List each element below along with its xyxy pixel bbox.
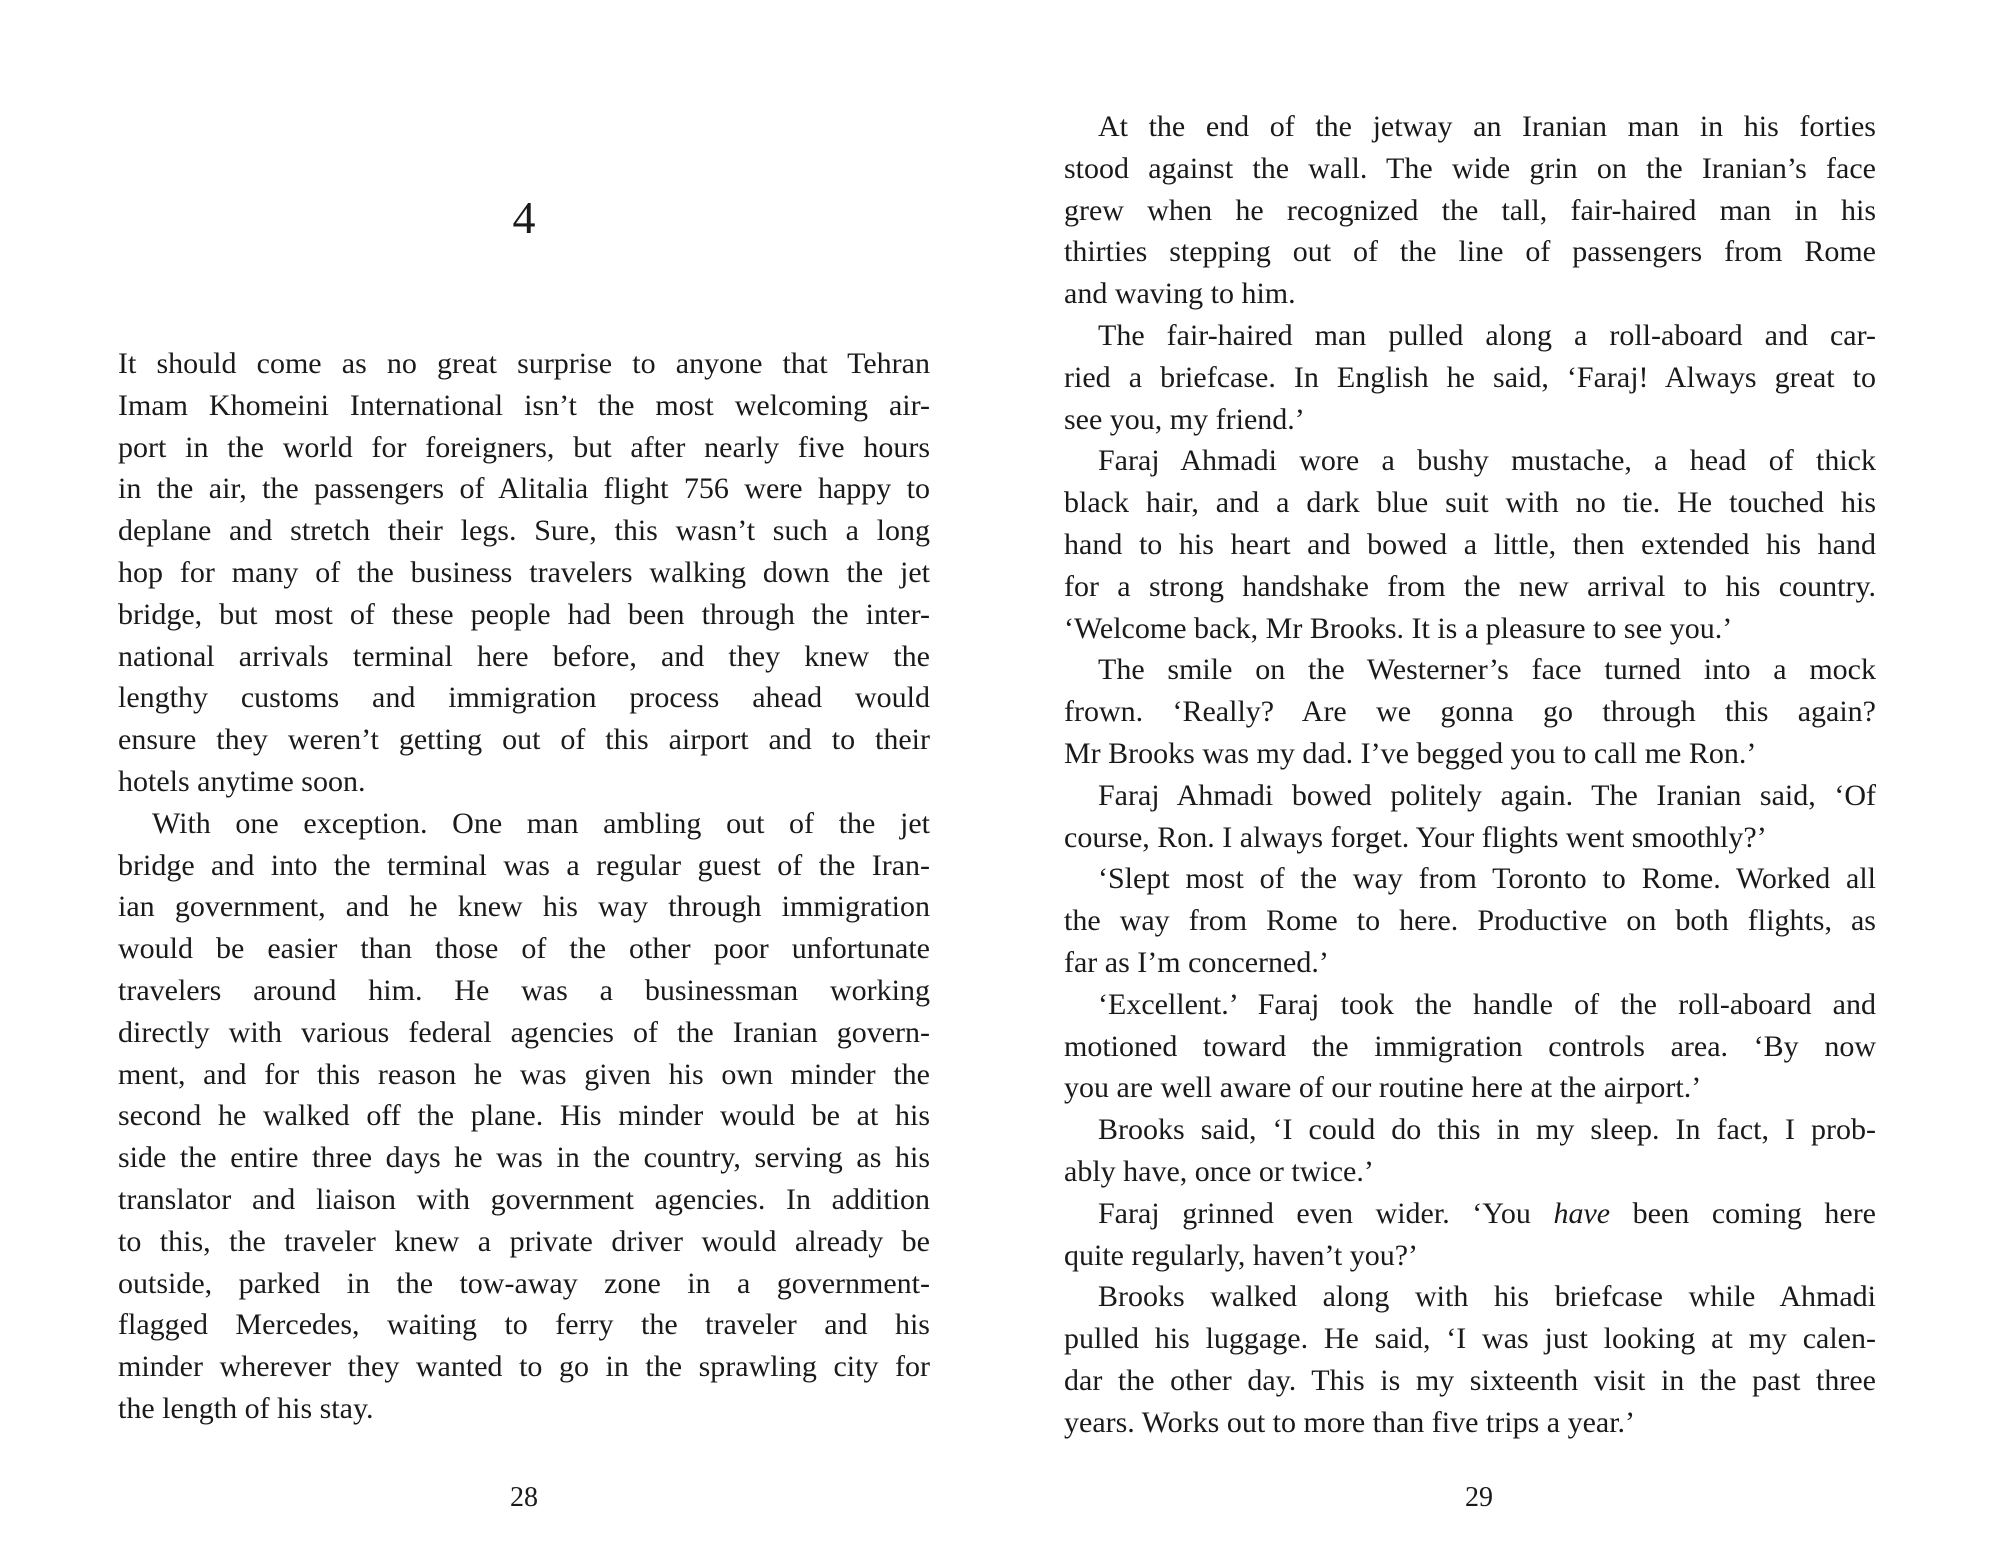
text-line: ‘Excellent.’ Faraj took the handle of the roll-aboard and	[1098, 987, 1876, 1021]
text-line: Brooks walked along with his briefcase while Ahmadi	[1098, 1280, 1876, 1314]
text-line: ment, and for this reason he was given his own minder the	[118, 1057, 930, 1091]
text-line: flagged Mercedes, waiting to ferry the traveler and his	[118, 1308, 930, 1342]
text-line: Imam Khomeini International isn’t the most welcoming air-	[118, 388, 930, 422]
text-line: At the end of the jetway an Iranian man in his forties	[1098, 110, 1876, 143]
text-line: see you, my friend.’	[1064, 402, 1305, 436]
text-line: national arrivals terminal here before, and they knew the	[118, 639, 930, 673]
text-line: ‘Welcome back, Mr Brooks. It is a pleasure to see you.’	[1064, 611, 1733, 645]
text-line: translator and liaison with government agencies. In addition	[118, 1182, 930, 1216]
text-line: motioned toward the immigration controls area. ‘By now	[1064, 1029, 1876, 1063]
text-line: ian government, and he knew his way through immigration	[118, 890, 930, 924]
text-line: frown. ‘Really? Are we gonna go through this again?	[1064, 695, 1876, 729]
text-line: to this, the traveler knew a private driver would already be	[118, 1224, 930, 1258]
text-line: black hair, and a dark blue suit with no tie. He touched his	[1064, 486, 1876, 520]
text-line: stood against the wall. The wide grin on the Iranian’s face	[1064, 151, 1876, 185]
text-line: you are well aware of our routine here at the airport.’	[1064, 1071, 1702, 1105]
text-line: ‘Slept most of the way from Toronto to Rome. Worked all	[1098, 862, 1876, 896]
text-line: The fair-haired man pulled along a roll-aboard and car-	[1098, 318, 1876, 352]
text-line: Faraj Ahmadi bowed politely again. The Iranian said, ‘Of	[1098, 778, 1876, 812]
text-line: dar the other day. This is my sixteenth visit in the past three	[1064, 1363, 1876, 1397]
text-line: grew when he recognized the tall, fair-haired man in his	[1064, 193, 1876, 227]
text-line: far as I’m concerned.’	[1064, 945, 1329, 979]
text-line: hand to his heart and bowed a little, then extended his hand	[1064, 527, 1876, 561]
text-line: in the air, the passengers of Alitalia flight 756 were happy to	[118, 472, 930, 506]
page-number: 28	[510, 1482, 538, 1513]
text-line: minder wherever they wanted to go in the sprawling city for	[118, 1350, 930, 1384]
text-line: directly with various federal agencies of the Iranian govern-	[118, 1015, 930, 1049]
text-line: thirties stepping out of the line of passengers from Rome	[1064, 235, 1876, 269]
text-line: Brooks said, ‘I could do this in my sleep. In fact, I prob-	[1098, 1113, 1876, 1147]
text-line: It should come as no great surprise to anyone that Tehran	[118, 347, 930, 380]
text-line: travelers around him. He was a businessman working	[118, 973, 930, 1007]
text-line: hop for many of the business travelers walking down the jet	[118, 555, 930, 589]
text-fragment: been coming here	[1610, 1196, 1876, 1230]
chapter-number: 4	[512, 192, 536, 243]
text-line: lengthy customs and immigration process ahead would	[118, 681, 930, 715]
text-line: ried a briefcase. In English he said, ‘Faraj! Always great to	[1064, 360, 1876, 394]
page-number: 29	[1465, 1482, 1493, 1513]
text-fragment: Faraj grinned even wider. ‘You	[1098, 1196, 1554, 1230]
text-line: pulled his luggage. He said, ‘I was just looking at my calen-	[1064, 1322, 1876, 1356]
text-line: ensure they weren’t getting out of this airport and to their	[118, 723, 930, 757]
text-line: port in the world for foreigners, but after nearly five hours	[118, 430, 930, 464]
text-line: outside, parked in the tow-away zone in a government-	[118, 1266, 930, 1300]
text-line: Faraj Ahmadi wore a bushy mustache, a head of thick	[1098, 444, 1876, 478]
text-line: bridge, but most of these people had been through the inter-	[118, 597, 930, 631]
text-line: the way from Rome to here. Productive on both flights, as	[1064, 904, 1876, 938]
text-line: would be easier than those of the other poor unfortunate	[118, 932, 930, 966]
left-page-text	[118, 343, 930, 1430]
text-line: With one exception. One man ambling out of the jet	[152, 806, 930, 840]
text-line	[1064, 1193, 1876, 1235]
text-line: second he walked off the plane. His minder would be at his	[118, 1099, 930, 1133]
text-line: The smile on the Westerner’s face turned into a mock	[1098, 653, 1876, 687]
text-line: years. Works out to more than five trips a year.’	[1064, 1405, 1636, 1439]
text-line: side the entire three days he was in the country, serving as his	[118, 1141, 930, 1175]
text-line: for a strong handshake from the new arrival to his country.	[1064, 569, 1876, 603]
text-line: course, Ron. I always forget. Your flights went smoothly?’	[1064, 820, 1767, 854]
text-line: deplane and stretch their legs. Sure, this wasn’t such a long	[118, 514, 930, 548]
right-page-text	[1064, 106, 1876, 1444]
italic-emphasis: have	[1553, 1196, 1611, 1230]
text-line: Mr Brooks was my dad. I’ve begged you to call me Ron.’	[1064, 736, 1757, 770]
text-line: the length of his stay.	[118, 1391, 374, 1425]
text-line: quite regularly, haven’t you?’	[1064, 1238, 1419, 1272]
right-page	[1000, 0, 2000, 1555]
text-line: ably have, once or twice.’	[1064, 1154, 1374, 1188]
text-line: hotels anytime soon.	[118, 764, 366, 798]
text-line: bridge and into the terminal was a regular guest of the Iran-	[118, 848, 930, 882]
text-line: and waving to him.	[1064, 277, 1296, 311]
